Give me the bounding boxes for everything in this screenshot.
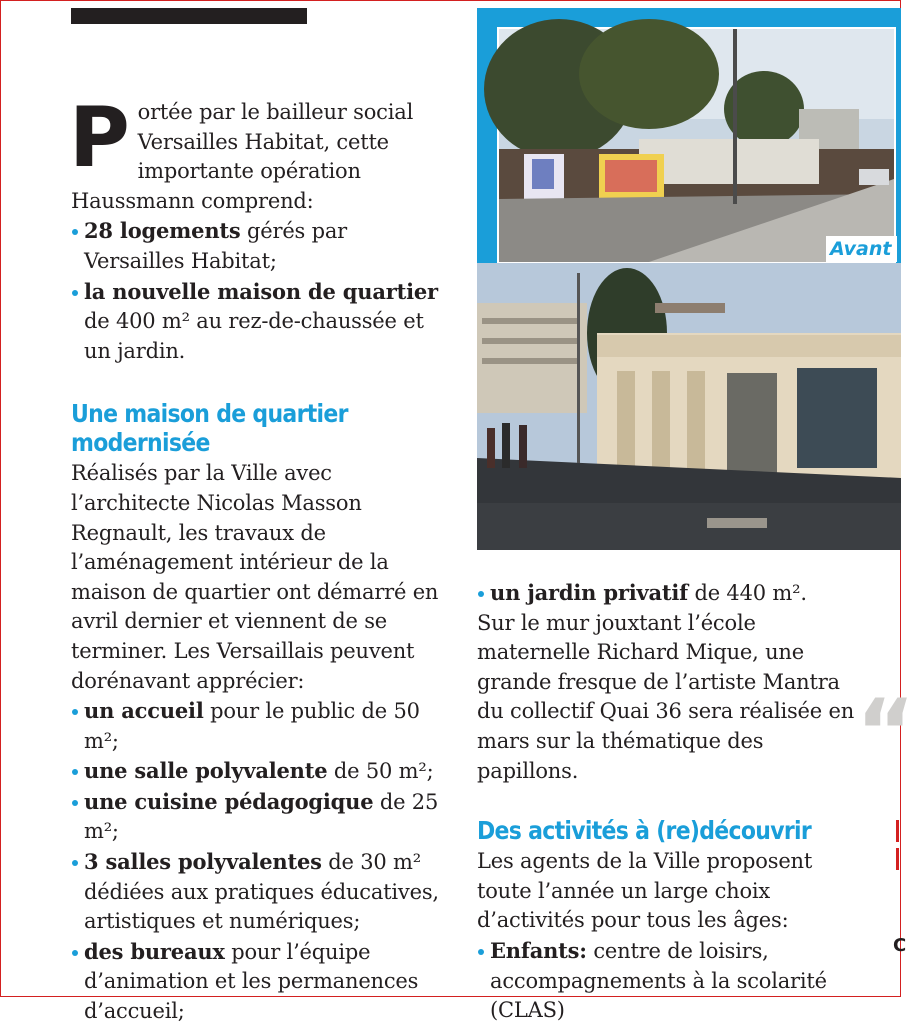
bullet-bold: 3 salles polyvalentes <box>84 849 322 875</box>
before-photo <box>497 27 896 264</box>
intro-text: ortée par le bailleur social Versailles Habitat, cette importante opération Haussmann comprend: <box>71 100 414 213</box>
bullet-text: de 400 m² au rez-de-chaussée et un jardin. <box>84 309 424 363</box>
bullet-text: pour le public de 50 m²; <box>84 699 420 753</box>
edge-mark <box>896 820 899 842</box>
bullet-text: centre de loisirs, accompagnements à la scolarité (CLAS) <box>490 938 827 1023</box>
list-item <box>71 787 451 847</box>
list-item <box>477 578 861 609</box>
before-label: Avant <box>826 236 897 262</box>
list-item <box>71 847 451 937</box>
after-photo <box>477 263 901 550</box>
bullet-bold: une salle polyvalente <box>84 758 328 784</box>
list-item <box>477 936 861 1026</box>
right-column <box>477 578 861 1026</box>
section-heading: Des activités à (re)découvrir <box>477 816 812 846</box>
body-paragraph: Les agents de la Ville proposent toute l’année un large choix d’activités pour tous les âges: <box>477 849 813 933</box>
bullet-text: de 50 m²; <box>327 759 434 784</box>
section-bar <box>71 8 307 24</box>
body-paragraph: Réalisés par la Ville avec l’architecte Nicolas Masson Regnault, les travaux de l’aménagement intérieur de la maison de quartier ont démarré en avril dernier et viennent de se terminer. Les Versaillais peuvent dorénavant apprécier: <box>71 461 439 693</box>
intro-paragraph <box>69 89 451 216</box>
list-item <box>71 277 451 367</box>
list-item <box>71 756 451 787</box>
bullet-bold: une cuisine pédagogique <box>84 788 374 814</box>
list-item <box>71 216 451 276</box>
body-paragraph: Sur le mur jouxtant l’école maternelle Richard Mique, une grande fresque de l’artiste Mantra du collectif Quai 36 sera réalisée en mars sur la thématique des papillons. <box>477 610 855 783</box>
bullet-text: pour l’équipe d’animation et les permanences d’accueil; <box>84 939 419 1024</box>
edge-mark <box>896 848 899 870</box>
bullet-bold: la nouvelle maison de quartier <box>84 278 438 304</box>
bullet-text: de 440 m². <box>688 581 807 605</box>
bullet-text: de 30 m² dédiées aux pratiques éducatives, artistiques et numériques; <box>84 850 439 934</box>
bullet-bold: 28 logements <box>84 218 241 244</box>
edge-letter: C <box>893 935 907 956</box>
bullet-bold: des bureaux <box>84 938 225 964</box>
quote-mark: “ <box>856 680 915 785</box>
list-item <box>71 696 451 756</box>
bullet-bold: un jardin privatif <box>490 580 689 605</box>
left-column <box>69 89 451 1027</box>
list-item <box>71 937 451 1027</box>
bullet-bold: Enfants: <box>490 937 587 963</box>
bullet-bold: un accueil <box>84 698 204 724</box>
section-heading: Une maison de quartier modernisée <box>71 399 348 458</box>
bullet-text: de 25 m²; <box>84 789 439 844</box>
bullet-text: gérés par Versailles Habitat; <box>84 219 348 273</box>
drop-cap: P <box>69 89 130 186</box>
